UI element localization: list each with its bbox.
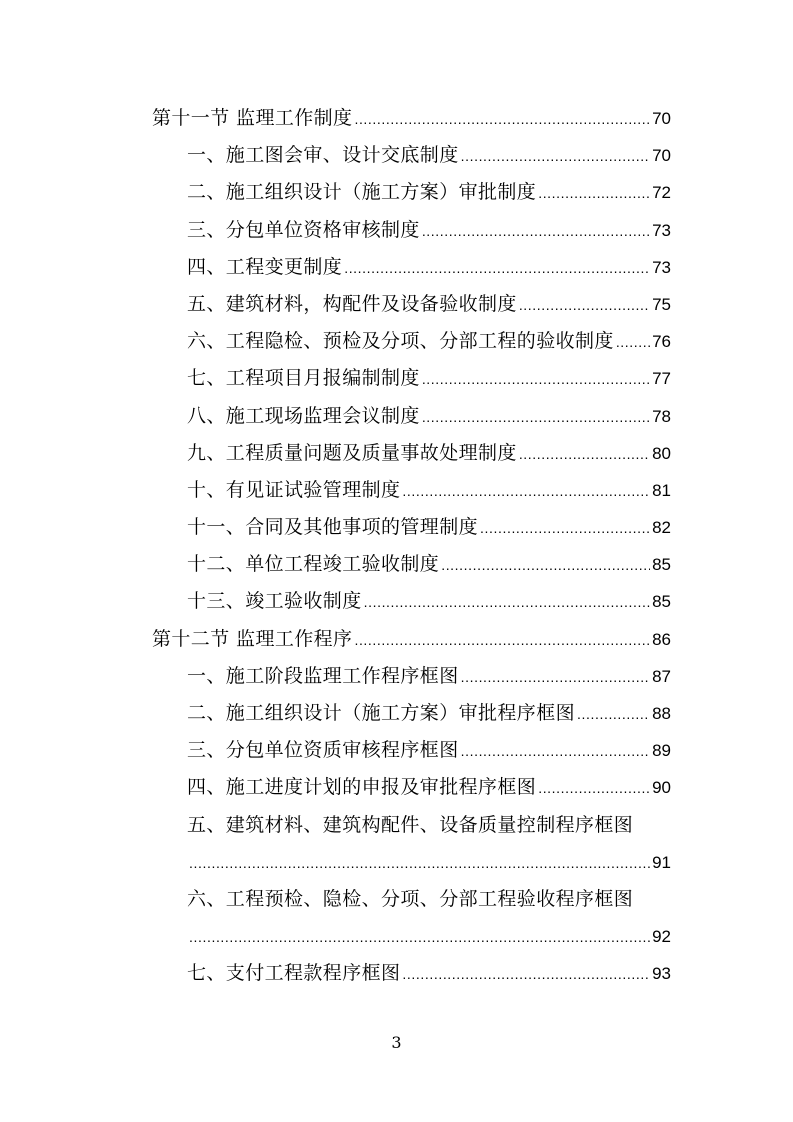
toc-entry[interactable] — [0, 807, 793, 881]
toc-entry-title: 六、工程预检、隐检、分项、分部工程验收程序框图 — [187, 887, 634, 910]
dot-leader — [344, 250, 650, 287]
toc-entry-page: 73 — [652, 257, 671, 277]
toc-entry-page: 70 — [652, 109, 671, 128]
toc-entry-page: 89 — [652, 741, 671, 761]
toc-entry[interactable] — [0, 509, 793, 546]
dot-leader — [538, 175, 650, 212]
toc-entry[interactable] — [0, 621, 793, 658]
toc-entry[interactable] — [0, 955, 793, 992]
toc-entry-title: 一、施工阶段监理工作程序框图 — [187, 664, 459, 687]
toc-entry-title: 十二、单位工程竣工验收制度 — [187, 553, 440, 576]
toc-entry[interactable] — [0, 695, 793, 732]
toc-entry-page: 81 — [652, 480, 671, 500]
toc-entry-page: 76 — [652, 332, 671, 352]
toc-entry-title: 九、工程质量问题及质量事故处理制度 — [187, 441, 517, 464]
toc-entry-title: 三、分包单位资格审核制度 — [187, 218, 420, 241]
table-of-contents — [0, 100, 793, 993]
toc-entry[interactable] — [0, 472, 793, 509]
toc-entry-page: 78 — [652, 406, 671, 426]
toc-entry-page: 80 — [652, 443, 671, 463]
toc-entry-page: 72 — [652, 183, 671, 203]
toc-entry[interactable] — [0, 249, 793, 286]
toc-entry-title: 第十一节 监理工作制度 — [152, 107, 353, 129]
dot-leader — [364, 584, 650, 621]
toc-entry-page: 93 — [652, 964, 671, 984]
page-number: 3 — [391, 1033, 402, 1052]
dot-leader — [354, 622, 650, 659]
dot-leader — [422, 361, 650, 398]
toc-entry[interactable] — [0, 360, 793, 397]
dot-leader — [519, 436, 650, 473]
toc-entry[interactable] — [0, 769, 793, 806]
dot-leader — [422, 399, 650, 436]
toc-entry[interactable] — [0, 323, 793, 360]
dot-leader — [519, 287, 650, 324]
toc-entry[interactable] — [0, 881, 793, 955]
toc-entry-title: 五、建筑材料、建筑构配件、设备质量控制程序框图 — [187, 813, 634, 836]
toc-entry-title: 一、施工图会审、设计交底制度 — [187, 144, 459, 167]
toc-entry[interactable] — [0, 286, 793, 323]
dot-leader — [538, 770, 650, 807]
toc-entry[interactable] — [0, 732, 793, 769]
toc-entry-title: 二、施工组织设计（施工方案）审批制度 — [187, 181, 537, 204]
toc-entry-title: 三、分包单位资质审核程序框图 — [187, 739, 459, 762]
toc-entry[interactable] — [0, 398, 793, 435]
toc-entry-page: 85 — [652, 555, 671, 575]
dot-leader — [402, 956, 650, 993]
toc-entry[interactable] — [0, 546, 793, 583]
dot-leader — [354, 101, 650, 138]
toc-entry-page: 86 — [652, 629, 671, 649]
toc-entry[interactable] — [0, 212, 793, 249]
dot-leader — [441, 547, 650, 584]
toc-entry-title: 六、工程隐检、预检及分项、分部工程的验收制度 — [187, 330, 614, 353]
toc-entry-title: 七、工程项目月报编制制度 — [187, 367, 420, 390]
toc-entry-page: 92 — [652, 927, 671, 947]
dot-leader — [577, 696, 650, 733]
toc-entry-title: 五、建筑材料，构配件及设备验收制度 — [187, 292, 517, 315]
toc-entry-title: 八、施工现场监理会议制度 — [187, 404, 420, 427]
dot-leader — [461, 733, 650, 770]
toc-entry[interactable] — [0, 174, 793, 211]
toc-entry-page: 70 — [652, 146, 671, 166]
toc-entry-page: 91 — [652, 852, 671, 872]
toc-entry-title: 第十二节 监理工作程序 — [152, 627, 353, 650]
toc-entry-page: 87 — [652, 666, 671, 686]
toc-entry-title: 四、工程变更制度 — [187, 255, 343, 278]
dot-leader — [461, 659, 650, 696]
toc-entry-page: 75 — [652, 294, 671, 314]
toc-entry-title: 十、有见证试验管理制度 — [187, 478, 401, 501]
toc-entry-title: 七、支付工程款程序框图 — [187, 962, 401, 985]
dot-leader — [616, 324, 650, 361]
toc-entry[interactable] — [0, 658, 793, 695]
toc-entry[interactable] — [0, 137, 793, 174]
toc-entry[interactable] — [0, 435, 793, 472]
toc-entry[interactable] — [0, 100, 793, 137]
dot-leader — [422, 213, 650, 250]
toc-entry-page: 90 — [652, 778, 671, 798]
toc-entry-page: 85 — [652, 592, 671, 612]
toc-entry-title: 四、施工进度计划的申报及审批程序框图 — [187, 776, 537, 799]
dot-leader — [480, 510, 650, 547]
toc-entry-title: 十三、竣工验收制度 — [187, 590, 362, 613]
dot-leader — [402, 473, 650, 510]
toc-entry-page: 82 — [652, 518, 671, 538]
toc-entry-page: 77 — [652, 369, 671, 389]
toc-entry-page: 73 — [652, 220, 671, 240]
dot-leader — [461, 138, 650, 175]
toc-entry-title: 十一、合同及其他事项的管理制度 — [187, 516, 479, 539]
dot-leader — [189, 845, 650, 882]
dot-leader — [189, 919, 650, 956]
toc-entry-title: 二、施工组织设计（施工方案）审批程序框图 — [187, 702, 576, 724]
toc-entry[interactable] — [0, 583, 793, 620]
toc-entry-page: 88 — [652, 704, 671, 723]
